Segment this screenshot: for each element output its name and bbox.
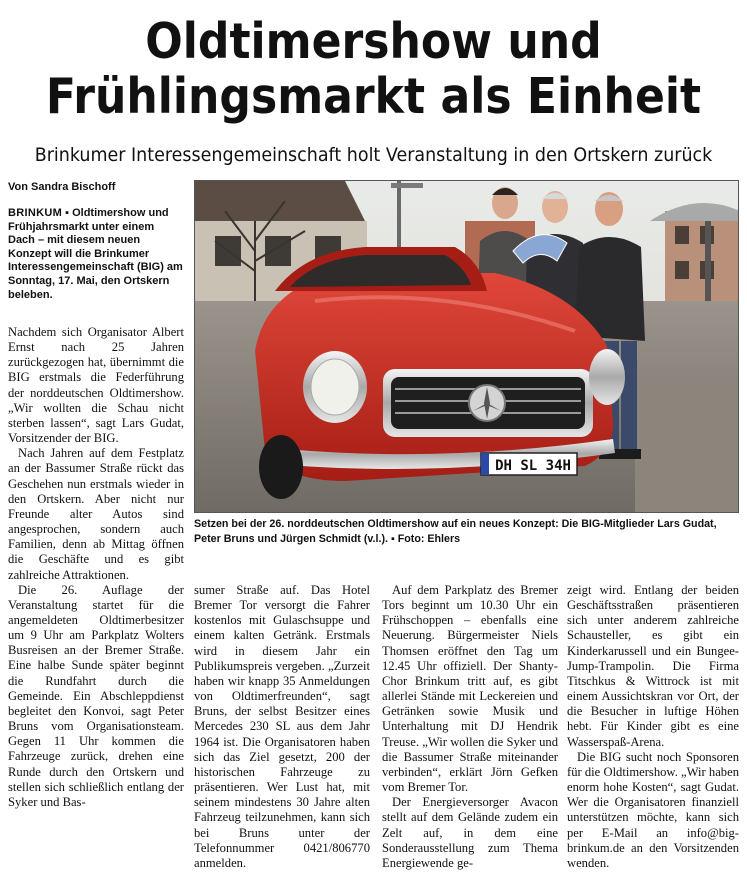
headline (37, 14, 709, 124)
paragraph: Die 26. Auflage der Veranstaltung startet für die angemeldeten Oldtimerbesitzer um 9 Uhr am Parkplatz Wolters Busreisen an der Bremer Straße. Eine halbe Sunde später beginnt die Rundfahrt durch die Gemeinde. Ein Abschleppdienst begleitet den Konvoi, sagt Peter Bruns vom Organisationsteam. Gegen 11 Uhr kommen die Fahrzeuge zurück, drehen eine Runde durch den Ortskern und stellen sich schließlich entlang der Syker und Bas- (8, 582, 184, 809)
paragraph: Die BIG sucht noch Sponsoren für die Oldtimershow. „Wir haben enorm hohe Kosten“, sagt Gudat. Wer die Organisatoren finanziell unterstützen möchte, kann sich per E-Mail an info@big-brinkum.de an den Vorsitzenden wenden. (567, 749, 739, 870)
intro-paragraph (8, 207, 184, 302)
paragraph: Nach Jahren auf dem Festplatz an der Bassumer Straße rückt das Geschehen nun erstmals wieder in den Ortskern. Aber nicht nur Freunde alter Autos sind angesprochen, sondern auch Familien, denn ab Mittag öffnen die Geschäfte und es gibt zahlreiche Attraktionen. (8, 446, 184, 582)
article-column-1 (8, 325, 184, 810)
intro-place: BRINKUM (8, 207, 63, 219)
byline: Von Sandra Bischoff (8, 181, 116, 193)
headline-line-1: Oldtimershow und (145, 13, 602, 70)
paragraph: zeigt wird. Entlang der beiden Geschäftsstraßen präsentieren sich unter anderem zahlreiche Schausteller, es gibt ein Kinderkarussell und ein Bungee-Jump-Trampolin. Die Firma Titschkus & Wittrock ist mit einem Aussichtskran vor Ort, der die Besucher in luftige Höhen hebt. Für Kinder gibt es eine Wasserspaß-Arena. (567, 583, 739, 749)
article-photo (194, 180, 739, 513)
paragraph: Auf dem Parkplatz des Bremer Tors beginnt um 10.30 Uhr ein Frühschoppen – ebenfalls eine Neuerung. Bürgermeister Niels Thomsen eröffnet den Tag um 12.45 Uhr offiziell. Der Shanty-Chor Brinkum tritt auf, es gibt allerlei Stände mit Leckereien und Getränken sowie Musik und Unterhaltung mit DJ Hendrik Treuse. „Wir wollen die Syker und die Bassumer Straße miteinander verbinden“, erklärt Jörn Gefken vom Bremer Tor. (382, 583, 558, 795)
license-plate: DH SL 34H (495, 458, 571, 474)
intro-bullet: ▪ (65, 207, 70, 219)
article-column-2 (194, 583, 370, 871)
article-column-4 (567, 583, 739, 871)
photo-illustration (195, 181, 739, 513)
headline-line-2: Frühlingsmarkt als Einheit (45, 68, 702, 125)
paragraph: Der Energieversorger Avacon stellt auf dem Gelände zudem ein Zelt auf, in dem eine Sonderausstellung zum Thema Energiewende ge- (382, 795, 558, 870)
paragraph: sumer Straße auf. Das Hotel Bremer Tor versorgt die Fahrer kostenlos mit Gulaschsuppe und einem kalten Getränk. Erstmals wird in diesem Jahr ein Publikumspreis vergeben. „Zurzeit haben wir knapp 35 Anmeldungen von Oldtimerfreunden“, sagt Bruns, der selbst Besitzer eines Mercedes 230 SL aus dem Jahr 1964 ist. Die Organisatoren haben sich das Ziel gesetzt, 200 der historischen Fahrzeuge zu präsentieren. Wer Lust hat, mit seinem mindestens 30 Jahre alten Fahrzeug teilzunehmen, kann sich bei Bruns unter der Telefonnummer 0421/806770 anmelden. (194, 583, 370, 870)
photo-caption: Setzen bei der 26. norddeutschen Oldtimershow auf ein neues Konzept: Die BIG-Mitglieder Lars Gudat, Peter Bruns und Jürgen Schmidt (v.l.). ▪ Foto: Ehlers (194, 518, 717, 545)
subheadline: Brinkumer Interessengemeinschaft holt Veranstaltung in den Ortskern zurück (34, 144, 713, 166)
article-column-3 (382, 583, 558, 871)
paragraph: Nachdem sich Organisator Albert Ernst nach 25 Jahren zurückgezogen hat, übernimmt die BIG erstmals die Federführung der norddeutschen Oldtimershow. „Wir wollten die Schau nicht sterben lassen“, sagt Lars Gudat, Vorsitzender der BIG. (8, 325, 184, 446)
intro-text: Oldtimershow und Frühjahrsmarkt unter einem Dach – mit diesem neuen Konzept will die Brinkumer Interessengemeinschaft (BIG) am Sonntag, 17. Mai, den Ortskern beleben. (8, 207, 183, 301)
